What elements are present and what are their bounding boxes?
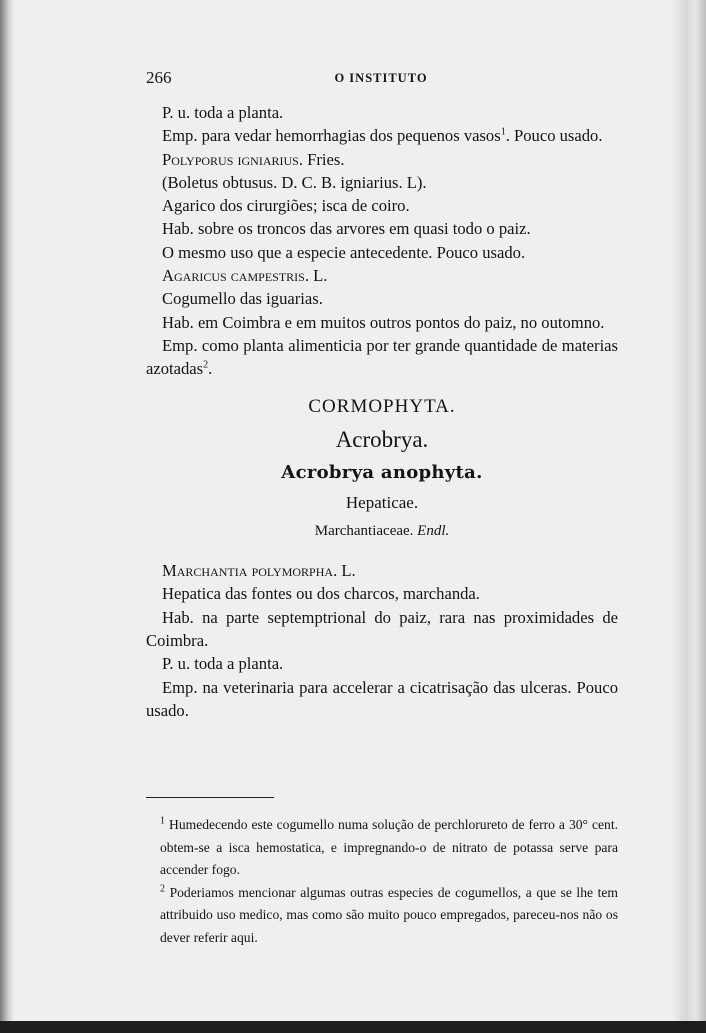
authority: Endl. xyxy=(417,522,450,539)
paragraph: Hab. sobre os troncos das arvores em quasi todo o paiz. xyxy=(162,219,531,239)
paragraph: Emp. para vedar hemorrhagias dos pequenos vasos$^1$. Pouco usado. xyxy=(162,126,603,146)
section-heading-cormophyta: CORMOPHYTA. xyxy=(308,395,456,417)
paragraph: Cogumello das iguarias. xyxy=(162,289,323,309)
page-binding-shadow xyxy=(0,0,14,1021)
family-heading: Marchantiaceae. Endl. xyxy=(314,522,450,539)
footnote-divider xyxy=(146,797,274,798)
main-text xyxy=(146,101,618,722)
species-entry: Agaricus campestris. L. xyxy=(162,266,328,286)
page-number: 266 xyxy=(146,68,172,87)
footnote-mark: 2 xyxy=(160,883,165,895)
footnote xyxy=(160,814,618,882)
paragraph: Hab. em Coimbra e em muitos outros pontos do paiz, no outomno. xyxy=(162,312,605,332)
footnote-text: Humedecendo este cogumello numa solução de perchlorureto de ferro a 30° cent. obtem-se a isca hemostatica, e impregnando-o de nitrato de potassa serve para accender fogo. xyxy=(160,817,619,878)
paragraph: Hepatica das fontes ou dos charcos, marchanda. xyxy=(162,584,480,604)
paragraph: Emp. como planta alimenticia por ter grande quantidade de materias azotadas$^2$. xyxy=(146,335,618,379)
paragraph: Agarico dos cirurgiões; isca de coiro. xyxy=(162,196,410,216)
section-heading-acrobrya-anophyta: Acrobrya anophyta. xyxy=(281,462,483,484)
paragraph: P. u. toda a planta. xyxy=(162,654,284,674)
paragraph: Emp. na veterinaria para accelerar a cicatrisação das ulceras. Pouco usado. xyxy=(146,677,618,720)
footnotes xyxy=(160,814,618,950)
section-heading-hepaticae: Hepaticae. xyxy=(345,493,419,513)
footnote-text: Poderiamos mencionar algumas outras especies de cogumellos, a que se lhe tem attribuido uso medico, mas como são muito pouco empregados, pareceu-nos não os dever referir aqui. xyxy=(160,884,618,945)
footnote xyxy=(160,882,618,950)
paragraph: O mesmo uso que a especie antecedente. Pouco usado. xyxy=(162,242,526,262)
page-edge-shadow xyxy=(672,0,706,1021)
section-heading-acrobrya: Acrobrya. xyxy=(335,426,429,452)
running-head: O INSTITUTO xyxy=(334,71,428,85)
footnote-ref: 1 xyxy=(500,126,506,138)
paragraph: P. u. toda a planta. xyxy=(162,103,284,122)
species-name: Marchantia polymorpha xyxy=(162,561,334,581)
paragraph: (Boletus obtusus. D. C. B. igniarius. L). xyxy=(162,172,427,192)
page-header xyxy=(146,68,616,92)
footnote-ref: 2 xyxy=(203,359,209,371)
species-name: Polyporus igniarius xyxy=(162,149,299,169)
species-entry: Polyporus igniarius. Fries. xyxy=(162,149,345,169)
species-name: Agaricus campestris xyxy=(162,266,305,286)
paragraph: Hab. na parte septemptrional do paiz, rara nas proximidades de Coimbra. xyxy=(146,607,618,650)
footnote-mark: 1 xyxy=(160,815,165,827)
species-entry: Marchantia polymorpha. L. xyxy=(162,561,356,581)
